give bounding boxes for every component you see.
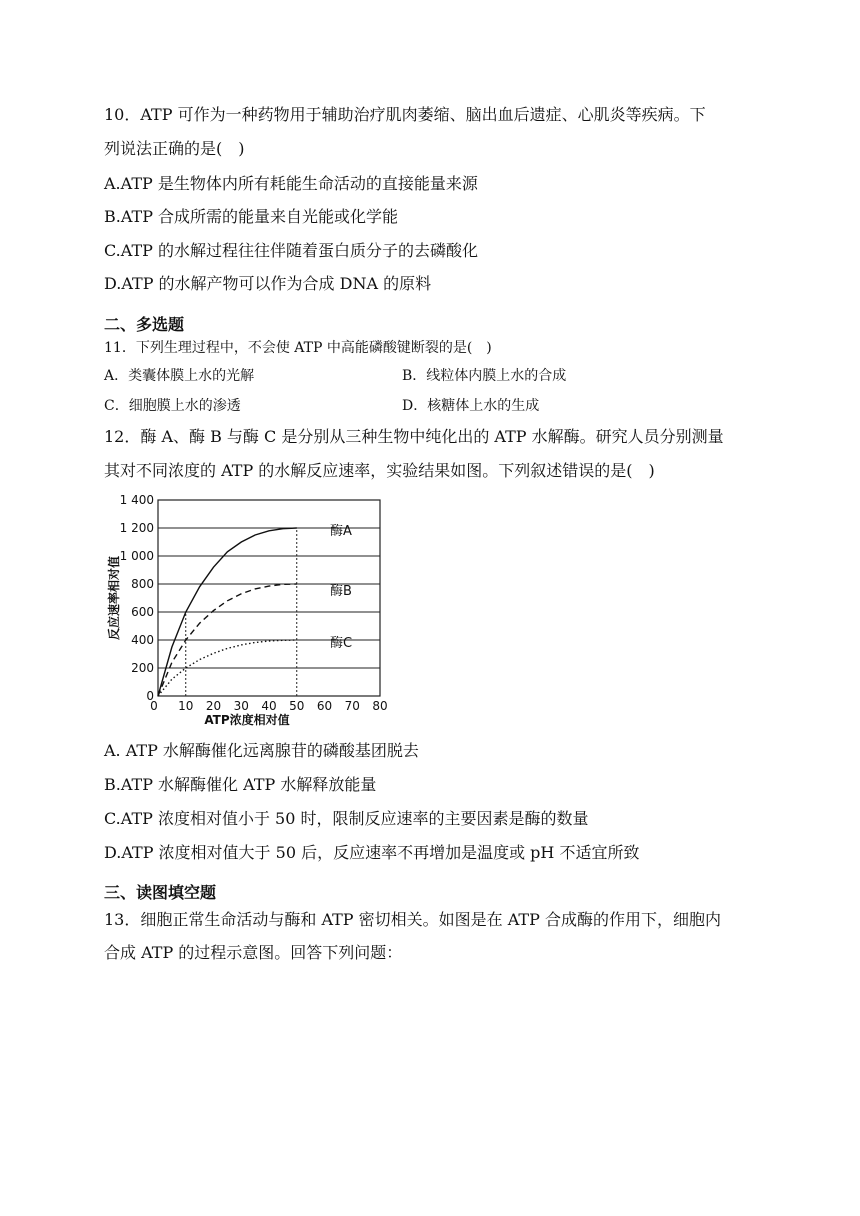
x-tick-label: 20	[205, 699, 222, 713]
q11-stem: 11．下列生理过程中，不会使 ATP 中高能磷酸键断裂的是( )	[104, 340, 492, 356]
x-tick-label: 10	[178, 699, 194, 713]
y-tick-label: 0	[146, 689, 154, 703]
q10-stem-line1: 10．ATP 可作为一种药物用于辅助治疗肌肉萎缩、脑出血后遗症、心肌炎等疾病。下	[104, 105, 706, 124]
q13-stem-line1: 13．细胞正常生命活动与酶和 ATP 密切相关。如图是在 ATP 合成酶的作用下，细胞内	[104, 910, 721, 929]
q12-option-a: A. ATP 水解酶催化远离腺苷的磷酸基团脱去	[104, 741, 419, 760]
q11-option-b: B．线粒体内膜上水的合成	[402, 368, 567, 384]
x-tick-label: 50	[289, 699, 305, 713]
q10-option-d: D.ATP 的水解产物可以作为合成 DNA 的原料	[104, 274, 432, 293]
series-label: 酶B	[330, 584, 352, 600]
y-axis-title: 反应速率相对值	[107, 555, 121, 641]
chart-svg	[104, 490, 404, 726]
x-tick-label: 40	[261, 699, 277, 713]
q10-option-b: B.ATP 合成所需的能量来自光能或化学能	[104, 207, 399, 226]
x-tick-label: 80	[372, 699, 388, 713]
x-tick-label: 70	[344, 699, 360, 713]
q10-stem-line2: 列说法正确的是( )	[104, 139, 245, 158]
q12-option-b: B.ATP 水解酶催化 ATP 水解释放能量	[104, 775, 377, 794]
y-tick-label: 800	[131, 577, 154, 591]
y-tick-label: 600	[131, 605, 154, 619]
q11-option-c: C．细胞膜上水的渗透	[104, 398, 241, 414]
x-tick-label: 30	[233, 699, 249, 713]
series-label: 酶A	[330, 524, 352, 539]
y-tick-label: 1 000	[119, 549, 154, 563]
y-tick-label: 1 200	[119, 521, 154, 535]
section3-title: 三、读图填空题	[104, 883, 217, 902]
x-tick-label: 60	[316, 699, 333, 713]
q12-option-c: C.ATP 浓度相对值小于 50 时，限制反应速率的主要因素是酶的数量	[104, 809, 589, 828]
x-axis-title: ATP浓度相对值	[204, 713, 290, 726]
q13-stem-line2: 合成 ATP 的过程示意图。回答下列问题：	[104, 943, 403, 962]
q11-option-d: D．核糖体上水的生成	[402, 398, 540, 414]
x-tick-label: 0	[150, 699, 158, 713]
enzyme-rate-chart	[104, 490, 404, 726]
y-tick-label: 400	[131, 633, 154, 647]
q12-option-d: D.ATP 浓度相对值大于 50 后，反应速率不再增加是温度或 pH 不适宜所致	[104, 843, 640, 862]
y-tick-label: 1 400	[119, 493, 154, 507]
q10-option-c: C.ATP 的水解过程往往伴随着蛋白质分子的去磷酸化	[104, 241, 478, 260]
section2-title: 二、多选题	[104, 315, 185, 334]
q12-stem-line1: 12．酶 A、酶 B 与酶 C 是分别从三种生物中纯化出的 ATP 水解酶。研究人员分别测量	[104, 427, 724, 446]
q11-option-a: A．类囊体膜上水的光解	[104, 368, 255, 384]
q10-option-a: A.ATP 是生物体内所有耗能生命活动的直接能量来源	[104, 174, 478, 193]
q12-stem-line2: 其对不同浓度的 ATP 的水解反应速率，实验结果如图。下列叙述错误的是( )	[104, 461, 655, 480]
y-tick-label: 200	[131, 661, 154, 675]
series-label: 酶C	[330, 636, 353, 651]
